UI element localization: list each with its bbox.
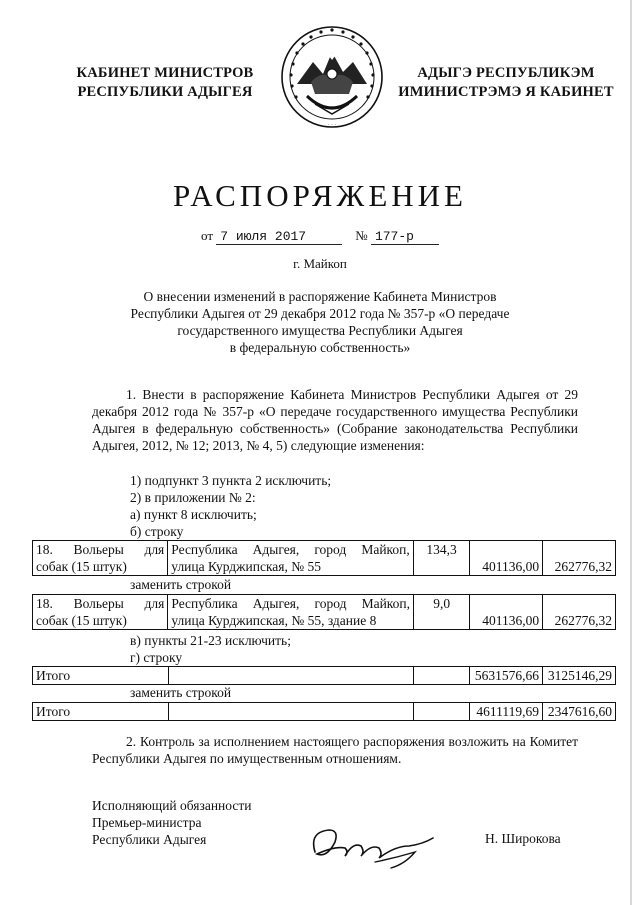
ministry-name-adyghe-line2: ИМИНИСТРЭМЭ Я КАБИНЕТ [398,84,614,100]
table-row [33,703,616,721]
object-name-line: 18. Вольеры для [36,542,165,557]
signatory-title-line: Республики Адыгея [92,832,207,847]
address-line: улица Курджипская, № 55, здание 8 [171,613,377,628]
total-value1-cell: 5631576,66 [470,667,543,685]
address-line: Республика Адыгея, город Майкоп, [171,596,411,611]
table-total-old [32,666,616,685]
table-new-row [32,594,616,630]
object-name-line: собак (15 штук) [36,613,127,628]
subject-line: государственного имущества Республики Адыгея [177,323,463,338]
subject-line: О внесении изменений в распоряжение Кабинета Министров [143,289,497,304]
value1-cell: 401136,00 [470,541,543,576]
total-value1-cell: 4611119,69 [470,703,543,721]
ministry-name-line1: КАБИНЕТ МИНИСТРОВ [76,65,254,81]
value2-cell: 262776,32 [543,541,616,576]
scan-edge [630,0,632,905]
table-row [33,595,616,630]
ministry-name-adyghe [392,64,620,102]
total-value2-cell: 2347616,60 [543,703,616,721]
object-name-cell [33,595,168,630]
ministry-name-russian [70,64,260,102]
ministry-name-line2: РЕСПУБЛИКИ АДЫГЕЯ [77,84,253,100]
table-row [33,541,616,576]
city: г. Майкоп [293,256,347,271]
area-cell: 134,3 [413,541,470,576]
total-label-cell: Итого [33,667,169,685]
item-a: а) пункт 8 исключить; [130,507,257,522]
document-number: 177-р [371,230,439,245]
address-line: улица Курджипская, № 55 [171,559,322,574]
subject-line: в федеральную собственность» [229,340,411,355]
document-subject [110,288,530,356]
handwritten-signature [305,812,445,872]
signatory-title-line: Премьер-министра [92,815,202,830]
subject-line: Республики Адыгея от 29 декабря 2012 года № 357-р «О передаче [130,306,510,321]
number-label: № [355,228,368,243]
empty-cell [168,703,413,721]
replace-with-label: заменить строкой [130,577,232,592]
area-cell: 9,0 [414,595,470,630]
ministry-name-adyghe-line1: АДЫГЭ РЕСПУБЛИКЭМ [417,65,595,81]
adygea-coat-of-arms-icon [277,22,387,132]
document-date: 7 июля 2017 [216,230,342,245]
signatory-title [92,797,251,848]
object-name-line: собак (15 штук) [36,559,127,574]
object-name-line: 18. Вольеры для [36,596,165,611]
paragraph-1: 1. Внести в распоряжение Кабинета Министров Республики Адыгея от 29 декабря 2012 года № 357-р «О передаче государственного имущества Республики Адыгея в федеральную собственность» (Собрание законодательства Республики Адыгея, 2012, № 12; 2013, № 4, 5) следующие изменения: [92,387,578,453]
item-g: г) строку [130,650,183,665]
item-1: 1) подпункт 3 пункта 2 исключить; [130,473,332,488]
address-line: Республика Адыгея, город Майкоп, [171,542,410,557]
document-title: РАСПОРЯЖЕНИЕ [173,178,467,213]
table-total-new [32,702,616,721]
empty-cell [413,667,469,685]
value2-cell: 262776,32 [543,595,616,630]
paragraph-2: 2. Контроль за исполнением настоящего распоряжения возложить на Комитет Республики Адыгея по имущественным отношениям. [92,734,578,766]
address-cell [168,595,414,630]
item-b: б) строку [130,524,184,539]
svg-text:· · ·: · · · [328,122,336,128]
item-v: в) пункты 21-23 исключить; [130,633,291,648]
document-number-line [0,228,640,245]
empty-cell [413,703,469,721]
object-name-cell [33,541,168,576]
table-old-row [32,540,616,576]
date-label: от [201,228,214,243]
item-2: 2) в приложении № 2: [130,490,256,505]
signatory-name: Н. Широкова [485,831,561,846]
value1-cell: 401136,00 [470,595,543,630]
empty-cell [168,667,413,685]
total-label-cell: Итого [33,703,169,721]
address-cell [168,541,414,576]
replace-with-label: заменить строкой [130,685,232,700]
total-value2-cell: 3125146,29 [543,667,616,685]
table-row [33,667,616,685]
signatory-title-line: Исполняющий обязанности [92,798,252,813]
